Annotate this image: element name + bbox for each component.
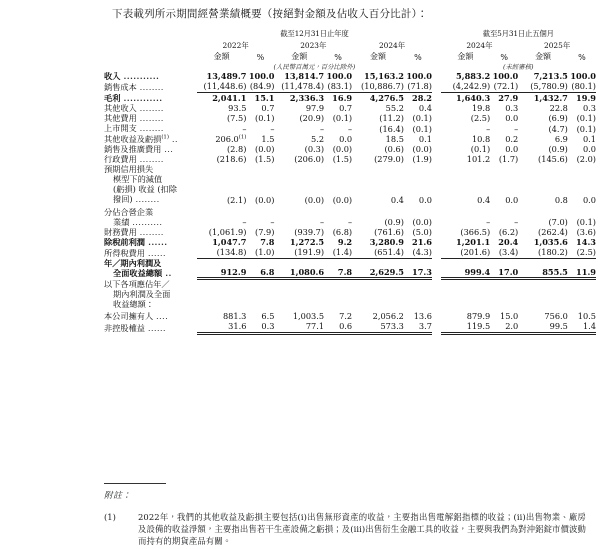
cell-value: (0.3)	[304, 144, 325, 155]
cell-value: 77.1	[274, 321, 324, 333]
year-header-2022: 2022年	[222, 41, 249, 50]
cell-value: 7,213.5	[533, 71, 568, 82]
cell-value: (0.1)	[255, 113, 275, 124]
column-gap	[432, 258, 441, 278]
cell-value: (1.4)	[324, 247, 352, 258]
table-row	[104, 134, 596, 144]
cell-value: –	[514, 216, 519, 227]
cell-value: 97.9	[305, 103, 325, 114]
cell-value: (10,886.7)	[352, 81, 404, 92]
cell-value: 5,883.2	[456, 71, 491, 82]
cell-value: 0.7	[339, 103, 353, 114]
cell-value: 3,280.9	[369, 237, 404, 248]
cell-value: 10.5	[577, 310, 596, 321]
table-row	[104, 279, 596, 309]
cell-value: 2.0	[490, 321, 518, 333]
cell-value: (262.4)	[538, 227, 568, 238]
footnote-heading: 附註：	[104, 491, 132, 501]
cell-value	[197, 279, 247, 309]
cell-value: 17.3	[404, 258, 432, 278]
cell-value: (20.9)	[299, 113, 325, 124]
cell-value: 0.0	[505, 113, 519, 124]
cell-value: (180.2)	[518, 247, 568, 258]
cell-value: 17.0	[490, 258, 518, 278]
cell-value: (1.0)	[246, 247, 274, 258]
cell-value: 7.8	[260, 237, 275, 248]
cell-value: 100.0	[492, 71, 519, 82]
financial-summary-table	[104, 28, 596, 335]
cell-value: 14.3	[576, 237, 596, 248]
column-gap	[432, 207, 441, 227]
table-row	[104, 237, 596, 247]
cell-value: 15.0	[500, 310, 519, 321]
cell-value: 27.9	[498, 92, 519, 103]
col-header-amount-2022: 金額	[213, 52, 230, 61]
cell-value: (7.9)	[255, 227, 275, 238]
column-gap	[432, 237, 441, 247]
cell-value: 100.0	[326, 71, 353, 82]
cell-value: 13,489.7	[206, 71, 247, 82]
cell-value: (0.0)	[412, 216, 432, 227]
cell-value: (0.1)	[332, 113, 353, 124]
cell-value: 0.2	[505, 133, 519, 144]
row-label: 非控股權益 ......	[104, 322, 167, 333]
year-header-2025-interim: 2025年	[544, 41, 571, 50]
cell-value: 6.5	[261, 310, 275, 321]
cell-value: 6.9	[554, 133, 568, 144]
cell-value: 20.4	[498, 237, 519, 248]
cell-value: (0.0)	[332, 144, 353, 155]
column-gap	[432, 311, 441, 321]
cell-value: 1.4	[568, 321, 596, 333]
cell-value: (939.7)	[294, 227, 325, 238]
table-row	[104, 103, 596, 113]
cell-value: (0.0)	[255, 144, 275, 155]
cell-value: 100.0	[406, 71, 432, 82]
cell-value: 100.0	[248, 71, 275, 82]
col-header-amount-2024i: 金額	[457, 52, 474, 61]
column-gap	[432, 92, 441, 103]
cell-value: (1.5)	[255, 154, 275, 165]
table-row	[104, 71, 596, 81]
cell-value: (0.0)	[412, 144, 432, 155]
cell-value: 7.2	[339, 310, 353, 321]
cell-value: 28.2	[412, 92, 432, 103]
cell-value: (201.6)	[441, 247, 491, 258]
cell-value: (84.9)	[246, 81, 274, 92]
row-label: 財務費用 ........	[104, 226, 164, 237]
table-row	[104, 81, 596, 92]
table-row	[104, 247, 596, 258]
cell-value: 3.7	[404, 321, 432, 333]
cell-value: 0.4	[477, 194, 491, 205]
cell-value: –	[319, 123, 325, 134]
cell-value: 5.2	[311, 133, 325, 144]
cell-value: (0.1)	[576, 216, 596, 227]
row-label: 預期信用損失 模型下的減值 (虧損) 收益 (扣除 撥回) ........	[104, 164, 177, 205]
cell-value: (16.4)	[379, 123, 404, 134]
cell-value: (6.9)	[548, 113, 568, 124]
cell-value: 0.1	[582, 133, 596, 144]
cell-value: 855.5	[518, 258, 568, 278]
row-label: 行政費用 ........	[104, 154, 164, 165]
cell-value: (1.7)	[498, 154, 519, 165]
cell-value: (0.0)	[304, 194, 325, 205]
cell-value: –	[242, 123, 247, 134]
row-label: 收入 ...........	[104, 71, 160, 81]
row-label: 除稅前利潤 ......	[104, 237, 168, 248]
cell-value: 206.0$^{(1)}$	[215, 133, 247, 144]
cell-value: (0.1)	[412, 113, 432, 124]
col-header-amount-2025i: 金額	[535, 52, 552, 61]
cell-value: 22.8	[549, 103, 568, 114]
cell-value: –	[319, 216, 325, 227]
cell-value: (218.6)	[216, 154, 247, 165]
col-header-pct-2025i: %	[578, 53, 586, 62]
cell-value: (0.6)	[384, 144, 404, 155]
intro-paragraph: 下表載列所示期間經營業績概要（按絕對金額及佔收入百分比計）：	[112, 8, 428, 20]
column-gap	[432, 123, 441, 133]
row-label: 年／期內利潤及 全面收益總額 ..	[104, 258, 172, 279]
cell-value: –	[486, 123, 491, 134]
cell-value: (2.8)	[226, 144, 247, 155]
cell-value: (11.2)	[379, 113, 404, 124]
column-gap	[432, 247, 441, 258]
cell-value: 0.3	[582, 103, 596, 114]
column-gap	[432, 154, 441, 164]
cell-value: 119.5	[441, 321, 491, 333]
cell-value: 21.6	[412, 237, 432, 248]
cell-value: (0.1)	[412, 123, 432, 134]
cell-value: –	[514, 123, 519, 134]
cell-value: 13.6	[413, 310, 432, 321]
cell-value: (3.6)	[576, 227, 596, 238]
cell-value: 16.9	[332, 92, 353, 103]
cell-value: (11,478.4)	[274, 81, 324, 92]
cell-value: (134.8)	[197, 247, 247, 258]
cell-value: 15.1	[254, 92, 275, 103]
cell-value: (1.9)	[412, 154, 432, 165]
footnote-item-1	[104, 512, 586, 548]
year-header-row	[104, 40, 596, 51]
col-header-amount-2023: 金額	[291, 52, 308, 61]
table-row	[104, 227, 596, 237]
cell-value: (0.0)	[255, 194, 275, 205]
cell-value	[324, 279, 352, 309]
cell-value: 0.3	[246, 321, 274, 333]
cell-value: 1,047.7	[212, 237, 247, 248]
cell-value: 93.5	[228, 103, 247, 114]
footnote-text-1: 2022年，我們的其他收益及虧損主要包括(i)出售無形資產的收益，主要指出售電解鋁指標的收益；(ii)出售物業、廠房及設備的收益淨額，主要指出售若干生產設備之虧損；及(iii)出售衍生金融工具的收益，主要與我們為對沖鋁錠市價波動而持有的期貨產品有關。	[138, 512, 586, 546]
row-label: 本公司擁有人 ....	[104, 310, 169, 321]
cell-value: (4,242.9)	[441, 81, 491, 92]
footnote-marker-1: (1)	[104, 512, 116, 522]
cell-value: (366.5)	[460, 227, 491, 238]
cell-value: (651.4)	[352, 247, 404, 258]
cell-value: (0.9)	[548, 144, 568, 155]
cell-value: 0.1	[418, 133, 432, 144]
cell-value	[352, 279, 404, 309]
table-row	[104, 92, 596, 103]
cell-value: (80.1)	[568, 81, 596, 92]
year-header-2024: 2024年	[378, 41, 406, 50]
unit-note-row	[104, 62, 596, 71]
column-gap	[432, 103, 441, 113]
cell-value: 13,814.7	[284, 71, 325, 82]
cell-value: 1,272.5	[289, 237, 325, 248]
cell-value: 100.0	[570, 71, 596, 82]
cell-value: 573.3	[352, 321, 404, 333]
cell-value: (7.0)	[548, 216, 568, 227]
cell-value: (0.0)	[332, 194, 353, 205]
col-header-pct-2024i: %	[500, 53, 509, 62]
cell-value: 2,041.1	[212, 92, 247, 103]
row-label: 上市開支 ........	[104, 123, 164, 134]
row-label: 其他收益及虧損$^{(1)}$ ..	[104, 133, 179, 144]
row-label: 所得稅費用 ......	[104, 248, 167, 259]
year-header-2023: 2023年	[300, 41, 327, 50]
col-header-pct-2023: %	[334, 53, 342, 62]
cell-value: 0.0	[505, 194, 519, 205]
group-header-annual: 截至12月31日止年度	[280, 29, 349, 38]
column-gap	[432, 81, 441, 92]
cell-value	[404, 279, 432, 309]
cell-value: 0.3	[505, 103, 519, 114]
cell-value: 4,276.5	[369, 92, 404, 103]
column-gap	[432, 134, 441, 144]
cell-value: 31.6	[197, 321, 247, 333]
cell-value: (72.1)	[490, 81, 518, 92]
cell-value: 55.2	[385, 103, 404, 114]
cell-value: 1.5	[261, 133, 275, 144]
row-label: 以下各項應佔年／ 期內利潤及全面 收益總額：	[104, 278, 171, 309]
cell-value: 0.0	[505, 144, 519, 155]
cell-value: –	[242, 216, 247, 227]
cell-value: 1,201.1	[456, 237, 491, 248]
cell-value: 0.8	[554, 194, 568, 205]
cell-value: (1.5)	[332, 154, 353, 165]
cell-value: (2.1)	[226, 194, 247, 205]
column-header-row	[104, 51, 596, 62]
cell-value: 0.6	[324, 321, 352, 333]
table-row	[104, 207, 596, 227]
cell-value: (4.7)	[548, 123, 568, 134]
table-row	[104, 321, 596, 333]
cell-value: 912.9	[197, 258, 247, 278]
col-header-amount-2024: 金額	[370, 52, 387, 61]
group-header-interim: 截至5月31日止五個月	[482, 29, 554, 38]
cell-value: –	[486, 216, 491, 227]
row-label: 分佔合營企業 業績 ..........	[104, 206, 163, 227]
cell-value: (5,780.9)	[518, 81, 568, 92]
year-header-2024-interim: 2024年	[466, 41, 493, 50]
cell-value: 0.4	[390, 194, 404, 205]
cell-value: 11.9	[568, 258, 596, 278]
row-label: 銷售成本 ........	[104, 82, 164, 93]
row-label: 毛利 ............	[104, 92, 163, 103]
cell-value: (5.0)	[412, 227, 432, 238]
cell-value: (71.8)	[404, 81, 432, 92]
cell-value: (145.6)	[538, 154, 568, 165]
cell-value	[274, 279, 324, 309]
row-label: 其他費用 ........	[104, 113, 164, 124]
cell-value: 9.2	[337, 237, 353, 248]
group-title-row	[104, 28, 596, 39]
row-label: 其他收入 ........	[104, 102, 164, 113]
cell-value: 1,003.5	[292, 310, 325, 321]
cell-value: 99.5	[518, 321, 568, 333]
cell-value: 879.9	[466, 310, 491, 321]
cell-value: (1,061.9)	[208, 227, 247, 238]
cell-value: (11,448.6)	[197, 81, 247, 92]
cell-value: 0.0	[582, 144, 596, 155]
column-gap	[432, 113, 441, 123]
cell-value: (3.4)	[490, 247, 518, 258]
column-gap	[432, 321, 441, 333]
cell-value	[518, 279, 568, 309]
cell-value: 1,035.6	[533, 237, 568, 248]
cell-value	[568, 279, 596, 309]
cell-value: 0.0	[582, 194, 596, 205]
cell-value	[246, 279, 274, 309]
cell-value: (83.1)	[324, 81, 352, 92]
cell-value: (279.0)	[374, 154, 404, 165]
cell-value: 18.5	[385, 133, 404, 144]
column-gap	[432, 279, 441, 309]
table-row	[104, 154, 596, 164]
cell-value: –	[270, 216, 275, 227]
row-label: 銷售及推廣費用 ...	[104, 143, 174, 154]
cell-value: 999.4	[441, 258, 491, 278]
unit-note-right: (未經審核)	[503, 63, 534, 71]
cell-value: (761.6)	[374, 227, 404, 238]
unit-note-left: (人民幣百萬元，百分比除外)	[273, 63, 356, 71]
column-gap	[432, 71, 441, 81]
cell-value: –	[348, 216, 353, 227]
cell-value: (0.1)	[470, 144, 491, 155]
table-row	[104, 144, 596, 154]
table-row	[104, 258, 596, 278]
cell-value: (7.5)	[226, 113, 247, 124]
cell-value: 2,336.3	[289, 92, 325, 103]
column-gap	[432, 164, 441, 204]
cell-value: 0.4	[418, 103, 432, 114]
cell-value: 15,163.2	[364, 71, 404, 82]
cell-value: 6.8	[246, 258, 274, 278]
cell-value: 0.0	[339, 133, 353, 144]
cell-value: (2.0)	[576, 154, 596, 165]
col-header-pct-2022: %	[256, 53, 265, 62]
table-body	[104, 71, 596, 333]
column-gap	[432, 144, 441, 154]
cell-value: (0.9)	[384, 216, 404, 227]
table-row	[104, 113, 596, 123]
cell-value: (0.1)	[576, 123, 596, 134]
cell-value: 1,432.7	[533, 92, 568, 103]
col-header-pct-2024: %	[414, 53, 422, 62]
table-row	[104, 123, 596, 133]
cell-value: (0.1)	[576, 113, 596, 124]
cell-value: 7.8	[324, 258, 352, 278]
table-row	[104, 164, 596, 204]
cell-value	[490, 279, 518, 309]
cell-value	[441, 279, 491, 309]
cell-value: 756.0	[544, 310, 568, 321]
cell-value: (206.0)	[294, 154, 325, 165]
cell-value: 881.3	[222, 310, 247, 321]
cell-value: (2.5)	[470, 113, 491, 124]
cell-value: –	[348, 123, 353, 134]
cell-value: 1,080.6	[274, 258, 324, 278]
cell-value: 101.2	[466, 154, 491, 165]
cell-value: 0.0	[418, 194, 432, 205]
cell-value: (191.9)	[274, 247, 324, 258]
cell-value: 10.8	[471, 133, 491, 144]
cell-value: 2,056.2	[372, 310, 404, 321]
cell-value: 1,640.3	[456, 92, 491, 103]
cell-value: (4.3)	[404, 247, 432, 258]
cell-value: 2,629.5	[352, 258, 404, 278]
column-gap	[432, 227, 441, 237]
cell-value: (6.2)	[498, 227, 519, 238]
cell-value: 19.8	[471, 103, 491, 114]
cell-value: 19.9	[576, 92, 596, 103]
cell-value: 0.7	[261, 103, 275, 114]
footnote-divider	[104, 483, 166, 484]
cell-value: (6.8)	[332, 227, 353, 238]
table-header	[104, 28, 596, 71]
cell-value: –	[270, 123, 275, 134]
table-row	[104, 311, 596, 321]
cell-value: (2.5)	[568, 247, 596, 258]
